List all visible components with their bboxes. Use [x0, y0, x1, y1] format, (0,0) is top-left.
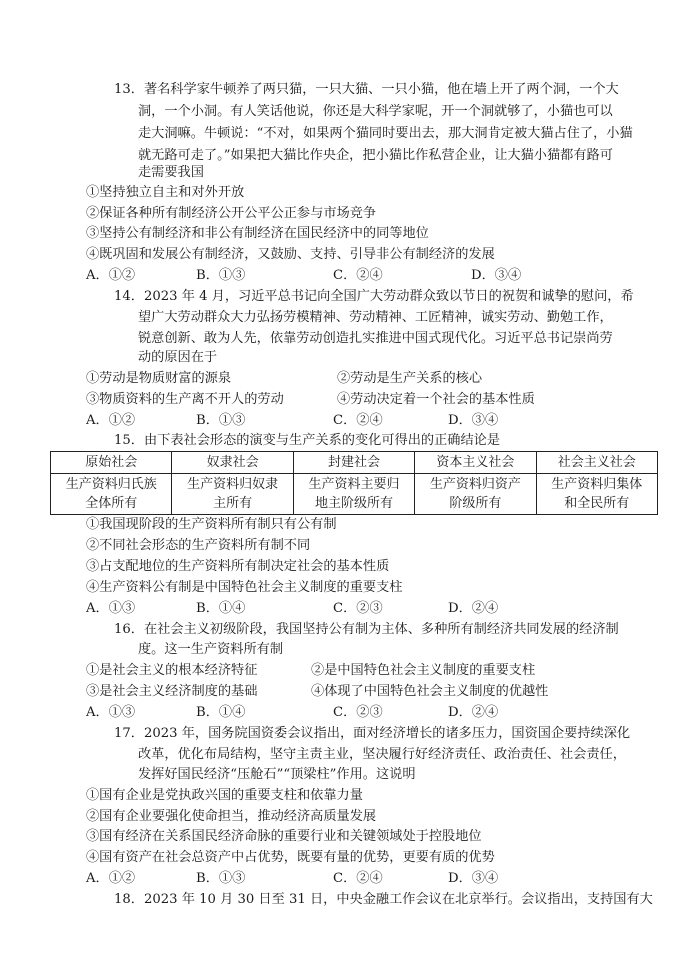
table-cell-line: 生产资料归资产	[429, 477, 521, 492]
table-header-cell: 原始社会	[51, 452, 172, 474]
table-cell-line: 阶级所有	[449, 496, 502, 511]
society-table	[50, 451, 658, 515]
q14-stem-line-1: 14．2023 年 4 月，习近平总书记向全国广大劳动群众致以节日的祝贺和诚挚的慰问，希	[114, 289, 634, 304]
table-cell	[415, 474, 536, 515]
table-cell-line: 生产资料归氏族	[65, 477, 157, 492]
q17-choice-c: C．②④	[333, 871, 383, 886]
q17-stem-line-3: 发挥好国民经济“压舱石”“顶梁柱”作用。这说明	[138, 767, 416, 782]
q16-choice-c: C．②③	[333, 705, 383, 720]
q15-choice-c: C．②③	[333, 601, 383, 616]
q13-stem-line-4: 就无路可走了。”如果把大猫比作央企，把小猫比作私营企业，让大猫小猫都有路可	[138, 148, 613, 163]
q15-choice-a: A．①③	[86, 601, 136, 616]
q14-choice-c: C．②④	[333, 413, 383, 428]
table-cell-line: 主所有	[213, 496, 253, 511]
q14-stem-line-4: 动的原因在于	[138, 350, 218, 365]
table-header-row	[51, 452, 658, 474]
q13-stem-line-2: 洞，一个小洞。有人笑话他说，你还是大科学家呢，开一个洞就够了，小猫也可以	[138, 104, 613, 119]
q14-statement-3: ③物质资料的生产离不开人的劳动	[86, 392, 284, 407]
table-cell-line: 生产资料归奴隶	[187, 477, 279, 492]
q15-statement-2: ②不同社会形态的生产资料所有制不同	[86, 538, 311, 553]
q13-choice-b: B．①③	[196, 268, 246, 283]
q16-stem-line-1: 16．在社会主义初级阶段，我国坚持公有制为主体、多种所有制经济共同发展的经济制	[114, 622, 619, 637]
q13-statement-2: ②保证各种所有制经济公开公平公正参与市场竞争	[86, 206, 377, 221]
table-header-cell: 社会主义社会	[536, 452, 657, 474]
q17-choice-d: D．③④	[448, 871, 499, 886]
q17-stem-line-1: 17．2023 年，国务院国资委会议指出，面对经济增长的诸多压力，国资国企要持续深化	[114, 726, 631, 741]
q13-statement-4: ④既巩固和发展公有制经济，又鼓励、支持、引导非公有制经济的发展	[86, 247, 495, 262]
table-cell	[293, 474, 414, 515]
q16-statement-1: ①是社会主义的根本经济特征	[86, 663, 258, 678]
table-cell-line: 生产资料主要归	[308, 477, 400, 492]
q17-statement-3: ③国有经济在关系国民经济命脉的重要行业和关键领域处于控股地位	[86, 829, 482, 844]
q16-statement-2: ②是中国特色社会主义制度的重要支柱	[311, 663, 536, 678]
q17-statement-1: ①国有企业是党执政兴国的重要支柱和依靠力量	[86, 788, 363, 803]
table-cell	[536, 474, 657, 515]
q17-stem-line-2: 改革，优化布局结构，坚守主责主业，坚决履行好经济责任、政治责任、社会责任，	[138, 747, 626, 762]
q16-choice-d: D．②④	[448, 705, 499, 720]
table-header-cell: 封建社会	[293, 452, 414, 474]
table-row	[51, 474, 658, 515]
q16-choice-a: A．①③	[86, 705, 136, 720]
q14-choice-b: B．①③	[196, 413, 246, 428]
table-cell-line: 全体所有	[85, 496, 138, 511]
table-cell	[172, 474, 293, 515]
q14-stem-line-2: 望广大劳动群众大力弘扬劳模精神、劳动精神、工匠精神，诚实劳动、勤勉工作，	[138, 310, 613, 325]
q13-choice-a: A．①②	[86, 268, 136, 283]
q17-choice-b: B．①③	[196, 871, 246, 886]
q14-stem-line-3: 锐意创新、敢为人先，依靠劳动创造扎实推进中国式现代化。习近平总书记崇尚劳	[138, 331, 613, 346]
q14-statement-2: ②劳动是生产关系的核心	[337, 371, 483, 386]
q17-choice-a: A．①②	[86, 871, 136, 886]
table-cell-line: 地主阶级所有	[314, 496, 393, 511]
q17-statement-4: ④国有资产在社会总资产中占优势，既要有量的优势，更要有质的优势	[86, 850, 495, 865]
q15-stem: 15．由下表社会形态的演变与生产关系的变化可得出的正确结论是	[114, 433, 501, 448]
q13-stem-line-3: 走大洞嘛。牛顿说：“不对，如果两个猫同时要出去，那大洞肯定被大猫占住了，小猫	[138, 126, 633, 141]
q18-stem-line-1: 18．2023 年 10 月 30 日至 31 日，中央金融工作会议在北京举行。会议指出，支持国有大	[114, 892, 653, 907]
q13-stem-line-1: 13．著名科学家牛顿养了两只猫，一只大猫、一只小猫，他在墙上开了两个洞，一个大	[114, 82, 619, 97]
table-header-cell: 奴隶社会	[172, 452, 293, 474]
q14-choice-a: A．①②	[86, 413, 136, 428]
q13-statement-3: ③坚持公有制经济和非公有制经济在国民经济中的同等地位	[86, 226, 429, 241]
q14-statement-1: ①劳动是物质财富的源泉	[86, 371, 232, 386]
q13-choice-c: C．②④	[333, 268, 383, 283]
table-cell-line: 和全民所有	[564, 496, 630, 511]
q15-choice-b: B．①④	[196, 601, 246, 616]
table-cell	[51, 474, 172, 515]
q16-choice-b: B．①④	[196, 705, 246, 720]
q15-statement-4: ④生产资料公有制是中国特色社会主义制度的重要支柱	[86, 580, 403, 595]
q15-choice-d: D．②④	[448, 601, 499, 616]
q14-choice-d: D．③④	[448, 413, 499, 428]
q15-statement-1: ①我国现阶段的生产资料所有制只有公有制	[86, 517, 337, 532]
q13-choice-d: D．③④	[471, 268, 522, 283]
table-cell-line: 生产资料归集体	[551, 477, 643, 492]
q13-stem-line-5: 走需要我国	[138, 165, 204, 180]
table-header-cell: 资本主义社会	[415, 452, 536, 474]
q17-statement-2: ②国有企业要强化使命担当，推动经济高质量发展	[86, 809, 377, 824]
q16-statement-4: ④体现了中国特色社会主义制度的优越性	[311, 684, 549, 699]
q16-statement-3: ③是社会主义经济制度的基础	[86, 684, 258, 699]
q14-statement-4: ④劳动决定着一个社会的基本性质	[337, 392, 535, 407]
q16-stem-line-2: 度。这一生产资料所有制	[138, 642, 284, 657]
q15-statement-3: ③占支配地位的生产资料所有制决定社会的基本性质	[86, 559, 390, 574]
q13-statement-1: ①坚持独立自主和对外开放	[86, 185, 245, 200]
